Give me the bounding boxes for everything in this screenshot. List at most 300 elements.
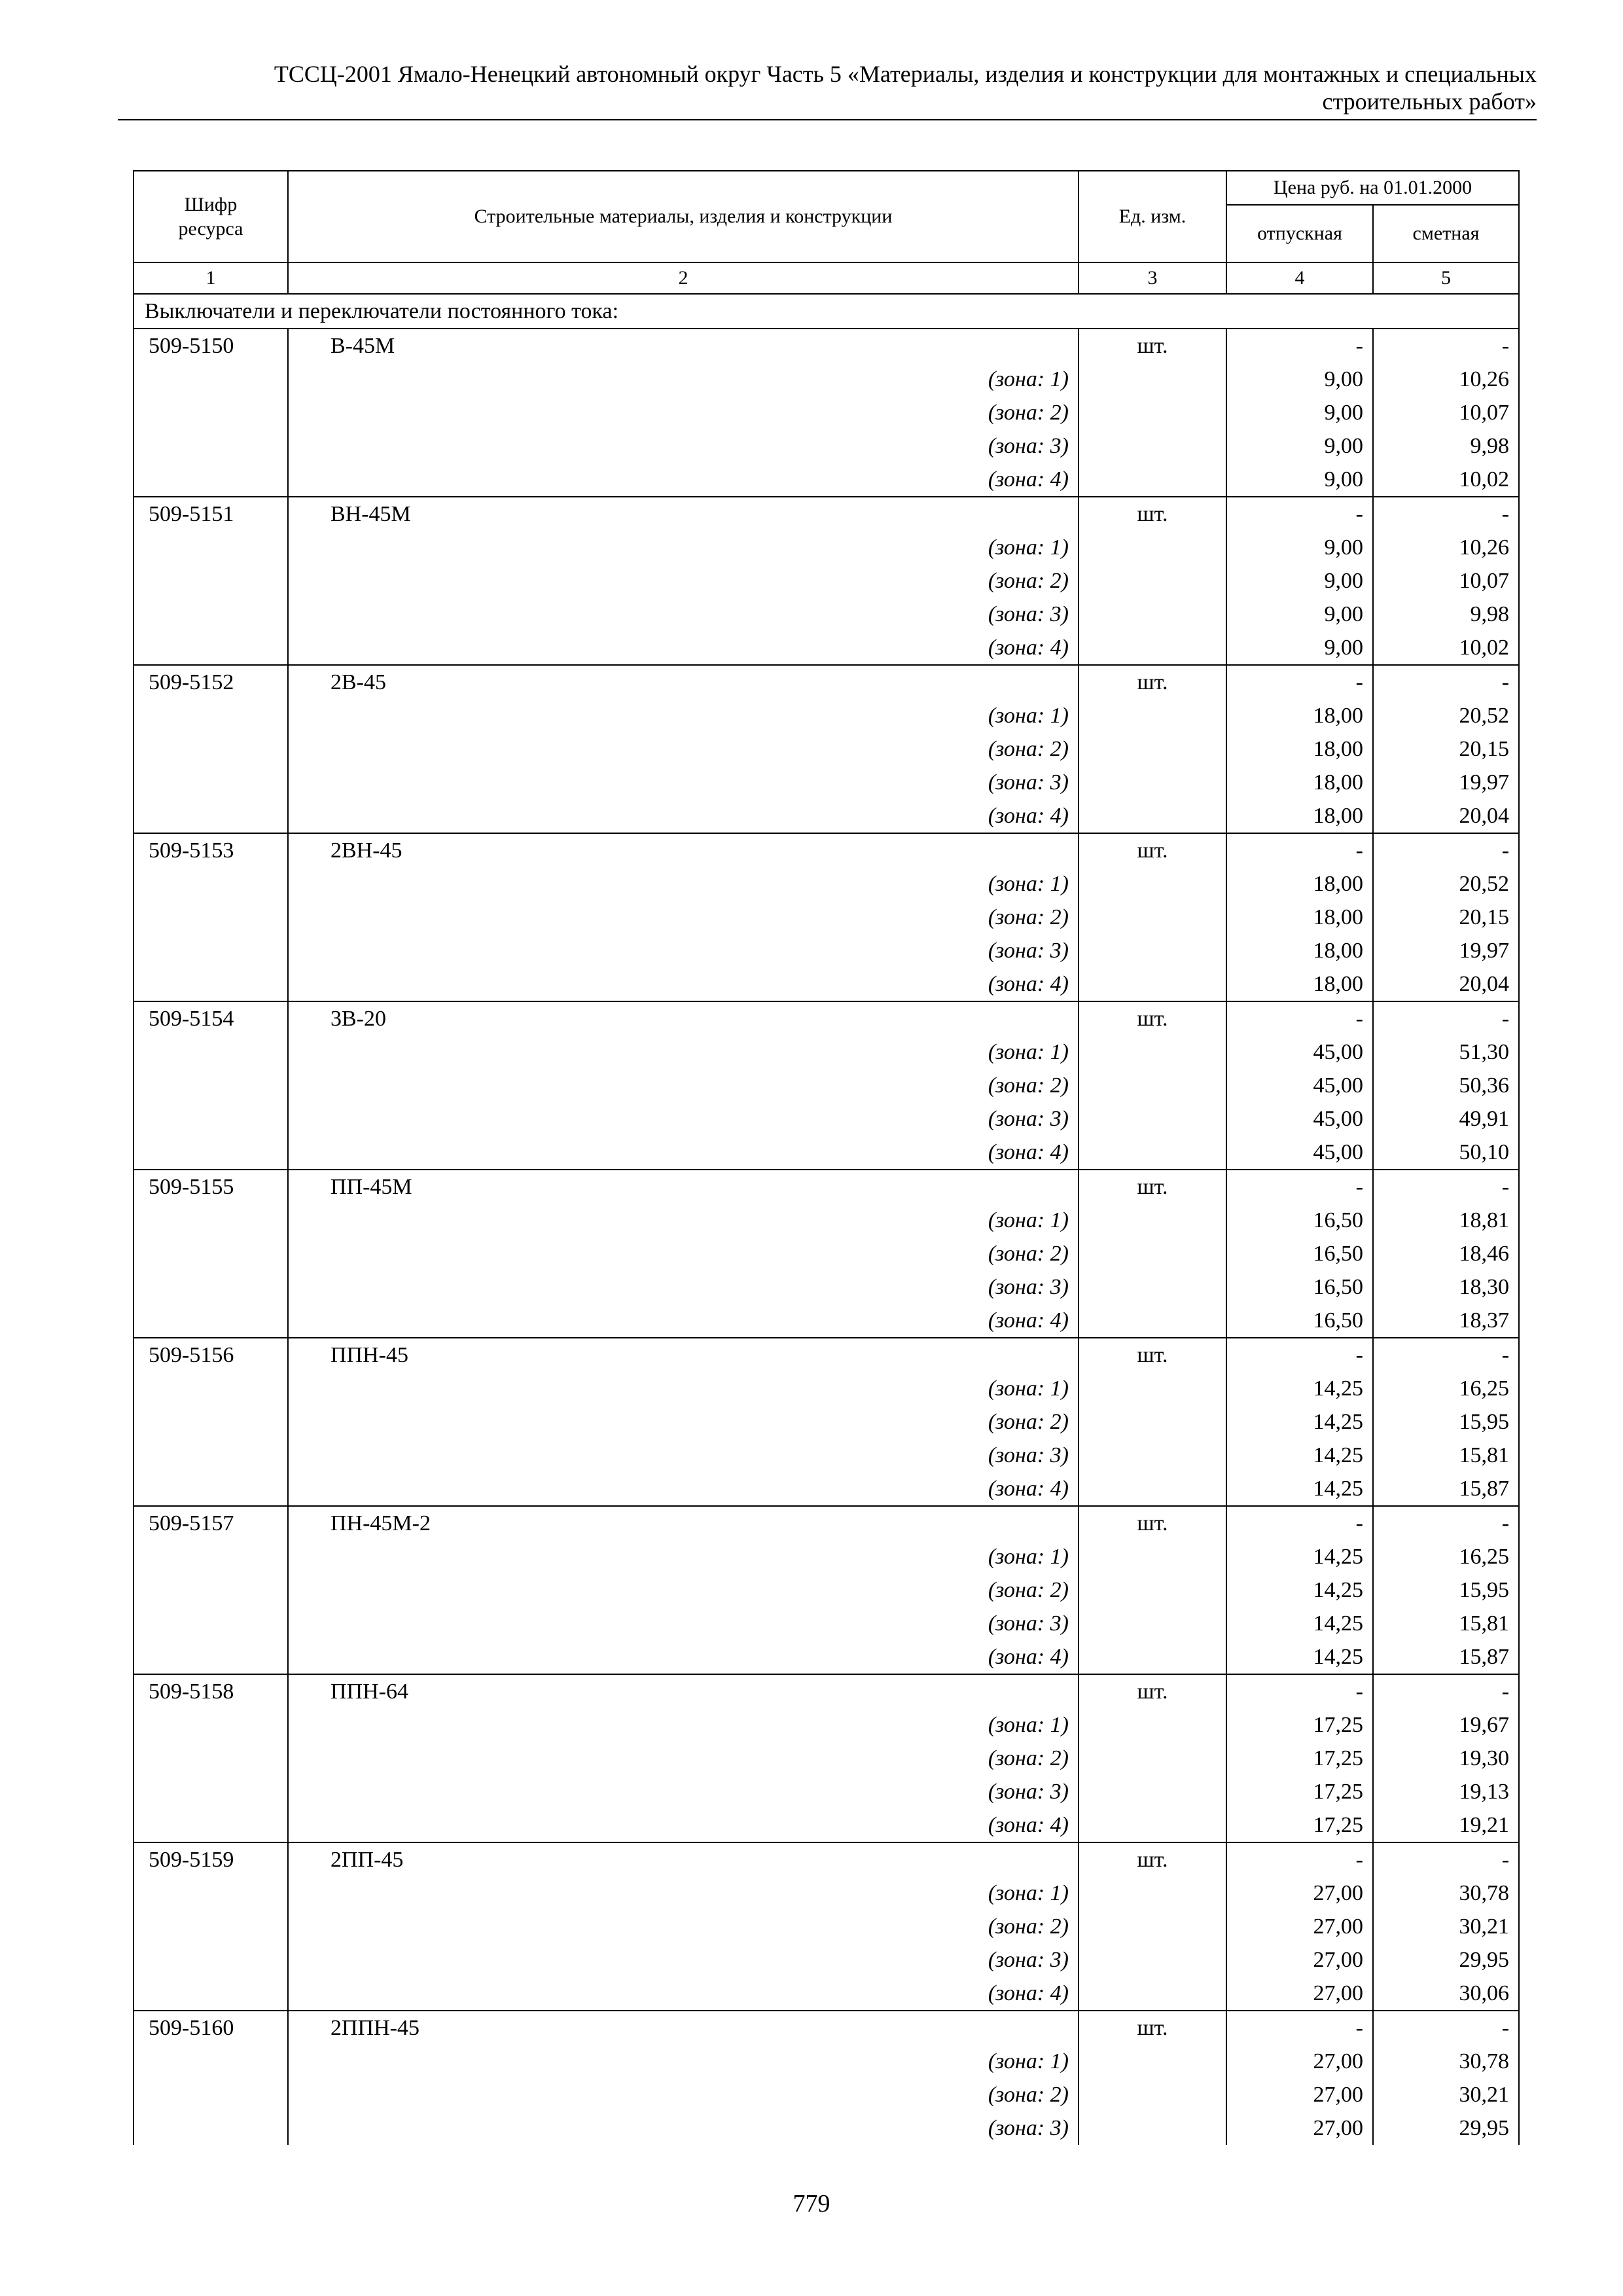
zone-row bbox=[134, 1708, 1519, 1742]
zone-release-price: 9,00 bbox=[1226, 631, 1373, 665]
resource-code: 509-5156 bbox=[134, 1338, 288, 1372]
empty-code-cell bbox=[134, 2045, 288, 2078]
zone-estimate-price: 19,13 bbox=[1373, 1775, 1519, 1808]
zone-row bbox=[134, 934, 1519, 967]
zone-release-price: 9,00 bbox=[1226, 531, 1373, 564]
material-name: ВН-45М bbox=[288, 497, 1079, 531]
zone-row bbox=[134, 1035, 1519, 1069]
zone-row bbox=[134, 1876, 1519, 1910]
zone-row bbox=[134, 1237, 1519, 1270]
zone-estimate-price: 49,91 bbox=[1373, 1102, 1519, 1136]
zone-estimate-price: 19,21 bbox=[1373, 1808, 1519, 1842]
release-price: - bbox=[1226, 1674, 1373, 1708]
unit-cell: шт. bbox=[1079, 1842, 1226, 1876]
zone-release-price: 16,50 bbox=[1226, 1204, 1373, 1237]
zone-estimate-price: 29,95 bbox=[1373, 2111, 1519, 2145]
empty-unit-cell bbox=[1079, 901, 1226, 934]
empty-unit-cell bbox=[1079, 967, 1226, 1001]
empty-unit-cell bbox=[1079, 396, 1226, 429]
table-row bbox=[134, 2011, 1519, 2045]
table-row bbox=[134, 497, 1519, 531]
zone-estimate-price: 16,25 bbox=[1373, 1540, 1519, 1573]
resource-code: 509-5150 bbox=[134, 329, 288, 363]
col-number: 1 bbox=[134, 262, 288, 294]
zone-row bbox=[134, 396, 1519, 429]
zone-release-price: 9,00 bbox=[1226, 463, 1373, 497]
zone-release-price: 27,00 bbox=[1226, 1943, 1373, 1977]
zone-release-price: 27,00 bbox=[1226, 1977, 1373, 2011]
zone-estimate-price: 15,87 bbox=[1373, 1472, 1519, 1506]
section-title: Выключатели и переключатели постоянного тока: bbox=[134, 294, 1519, 329]
empty-code-cell bbox=[134, 1742, 288, 1775]
zone-label: (зона: 4) bbox=[288, 1472, 1079, 1506]
zone-row bbox=[134, 1640, 1519, 1674]
table-row bbox=[134, 1338, 1519, 1372]
empty-code-cell bbox=[134, 732, 288, 766]
zone-estimate-price: 18,81 bbox=[1373, 1204, 1519, 1237]
zone-estimate-price: 10,26 bbox=[1373, 363, 1519, 396]
zone-label: (зона: 2) bbox=[288, 2078, 1079, 2111]
zone-release-price: 17,25 bbox=[1226, 1808, 1373, 1842]
empty-unit-cell bbox=[1079, 1035, 1226, 1069]
estimate-price: - bbox=[1373, 1506, 1519, 1540]
zone-label: (зона: 1) bbox=[288, 2045, 1079, 2078]
zone-label: (зона: 3) bbox=[288, 1775, 1079, 1808]
empty-unit-cell bbox=[1079, 1304, 1226, 1338]
zone-label: (зона: 1) bbox=[288, 531, 1079, 564]
empty-code-cell bbox=[134, 1876, 288, 1910]
unit-cell: шт. bbox=[1079, 1001, 1226, 1035]
estimate-price: - bbox=[1373, 1338, 1519, 1372]
zone-release-price: 27,00 bbox=[1226, 2045, 1373, 2078]
release-price: - bbox=[1226, 665, 1373, 699]
zone-release-price: 17,25 bbox=[1226, 1775, 1373, 1808]
zone-label: (зона: 3) bbox=[288, 429, 1079, 463]
empty-code-cell bbox=[134, 1943, 288, 1977]
zone-label: (зона: 4) bbox=[288, 1304, 1079, 1338]
zone-estimate-price: 50,10 bbox=[1373, 1136, 1519, 1170]
col-header-price: Цена руб. на 01.01.2000 bbox=[1226, 171, 1519, 205]
unit-cell: шт. bbox=[1079, 497, 1226, 531]
zone-estimate-price: 15,95 bbox=[1373, 1573, 1519, 1607]
zone-release-price: 14,25 bbox=[1226, 1372, 1373, 1405]
empty-code-cell bbox=[134, 598, 288, 631]
table-row bbox=[134, 1674, 1519, 1708]
zone-row bbox=[134, 799, 1519, 833]
zone-row bbox=[134, 564, 1519, 598]
empty-unit-cell bbox=[1079, 1708, 1226, 1742]
empty-unit-cell bbox=[1079, 1573, 1226, 1607]
zone-release-price: 45,00 bbox=[1226, 1136, 1373, 1170]
col-number: 4 bbox=[1226, 262, 1373, 294]
empty-code-cell bbox=[134, 1136, 288, 1170]
estimate-price: - bbox=[1373, 665, 1519, 699]
zone-estimate-price: 19,97 bbox=[1373, 934, 1519, 967]
table-row bbox=[134, 833, 1519, 867]
material-name: В-45М bbox=[288, 329, 1079, 363]
zone-estimate-price: 10,07 bbox=[1373, 396, 1519, 429]
zone-label: (зона: 1) bbox=[288, 699, 1079, 732]
empty-code-cell bbox=[134, 1640, 288, 1674]
zone-label: (зона: 1) bbox=[288, 363, 1079, 396]
zone-row bbox=[134, 1943, 1519, 1977]
zone-label: (зона: 1) bbox=[288, 1035, 1079, 1069]
col-header-unit: Ед. изм. bbox=[1079, 171, 1226, 262]
empty-unit-cell bbox=[1079, 564, 1226, 598]
zone-estimate-price: 20,52 bbox=[1373, 867, 1519, 901]
unit-cell: шт. bbox=[1079, 1170, 1226, 1204]
zone-label: (зона: 3) bbox=[288, 934, 1079, 967]
zone-release-price: 14,25 bbox=[1226, 1573, 1373, 1607]
zone-row bbox=[134, 732, 1519, 766]
empty-unit-cell bbox=[1079, 363, 1226, 396]
zone-row bbox=[134, 429, 1519, 463]
empty-code-cell bbox=[134, 1035, 288, 1069]
material-name: 3В-20 bbox=[288, 1001, 1079, 1035]
material-name: ПП-45М bbox=[288, 1170, 1079, 1204]
zone-row bbox=[134, 1136, 1519, 1170]
zone-label: (зона: 1) bbox=[288, 1540, 1079, 1573]
zone-estimate-price: 18,46 bbox=[1373, 1237, 1519, 1270]
empty-unit-cell bbox=[1079, 2111, 1226, 2145]
zone-estimate-price: 20,04 bbox=[1373, 967, 1519, 1001]
zone-label: (зона: 3) bbox=[288, 1102, 1079, 1136]
empty-code-cell bbox=[134, 934, 288, 967]
zone-row bbox=[134, 1742, 1519, 1775]
zone-row bbox=[134, 1405, 1519, 1439]
empty-unit-cell bbox=[1079, 1742, 1226, 1775]
empty-code-cell bbox=[134, 699, 288, 732]
resource-code: 509-5152 bbox=[134, 665, 288, 699]
empty-code-cell bbox=[134, 766, 288, 799]
empty-unit-cell bbox=[1079, 1405, 1226, 1439]
estimate-price: - bbox=[1373, 1842, 1519, 1876]
empty-code-cell bbox=[134, 1270, 288, 1304]
zone-estimate-price: 18,37 bbox=[1373, 1304, 1519, 1338]
zone-release-price: 27,00 bbox=[1226, 2111, 1373, 2145]
zone-row bbox=[134, 1472, 1519, 1506]
zone-estimate-price: 51,30 bbox=[1373, 1035, 1519, 1069]
empty-unit-cell bbox=[1079, 463, 1226, 497]
material-name: ППН-45 bbox=[288, 1338, 1079, 1372]
zone-estimate-price: 30,21 bbox=[1373, 2078, 1519, 2111]
page-number: 779 bbox=[793, 2190, 830, 2217]
zone-estimate-price: 9,98 bbox=[1373, 598, 1519, 631]
resource-code: 509-5159 bbox=[134, 1842, 288, 1876]
unit-cell: шт. bbox=[1079, 1674, 1226, 1708]
zone-estimate-price: 19,97 bbox=[1373, 766, 1519, 799]
estimate-price: - bbox=[1373, 2011, 1519, 2045]
zone-estimate-price: 50,36 bbox=[1373, 1069, 1519, 1102]
zone-label: (зона: 2) bbox=[288, 564, 1079, 598]
empty-code-cell bbox=[134, 1607, 288, 1640]
zone-estimate-price: 15,81 bbox=[1373, 1439, 1519, 1472]
zone-estimate-price: 10,02 bbox=[1373, 631, 1519, 665]
zone-label: (зона: 3) bbox=[288, 1943, 1079, 1977]
header-line-2: строительных работ» bbox=[1322, 88, 1537, 115]
empty-unit-cell bbox=[1079, 2045, 1226, 2078]
estimate-price: - bbox=[1373, 1674, 1519, 1708]
zone-release-price: 14,25 bbox=[1226, 1439, 1373, 1472]
zone-row bbox=[134, 867, 1519, 901]
zone-label: (зона: 4) bbox=[288, 967, 1079, 1001]
material-name: 2ПП-45 bbox=[288, 1842, 1079, 1876]
zone-label: (зона: 3) bbox=[288, 1607, 1079, 1640]
zone-release-price: 45,00 bbox=[1226, 1102, 1373, 1136]
header-rule bbox=[118, 119, 1537, 120]
resource-code: 509-5158 bbox=[134, 1674, 288, 1708]
column-number-row bbox=[134, 262, 1519, 294]
resource-code: 509-5157 bbox=[134, 1506, 288, 1540]
zone-release-price: 27,00 bbox=[1226, 2078, 1373, 2111]
zone-estimate-price: 10,07 bbox=[1373, 564, 1519, 598]
zone-row bbox=[134, 1977, 1519, 2011]
zone-release-price: 18,00 bbox=[1226, 799, 1373, 833]
zone-label: (зона: 3) bbox=[288, 2111, 1079, 2145]
release-price: - bbox=[1226, 833, 1373, 867]
empty-code-cell bbox=[134, 396, 288, 429]
zone-estimate-price: 15,95 bbox=[1373, 1405, 1519, 1439]
zone-release-price: 18,00 bbox=[1226, 867, 1373, 901]
empty-code-cell bbox=[134, 1237, 288, 1270]
material-name: 2ВН-45 bbox=[288, 833, 1079, 867]
empty-unit-cell bbox=[1079, 1540, 1226, 1573]
empty-code-cell bbox=[134, 1977, 288, 2011]
zone-row bbox=[134, 1304, 1519, 1338]
unit-cell: шт. bbox=[1079, 1506, 1226, 1540]
zone-row bbox=[134, 1607, 1519, 1640]
empty-code-cell bbox=[134, 1775, 288, 1808]
zone-row bbox=[134, 1270, 1519, 1304]
release-price: - bbox=[1226, 1338, 1373, 1372]
zone-estimate-price: 19,67 bbox=[1373, 1708, 1519, 1742]
empty-unit-cell bbox=[1079, 1439, 1226, 1472]
empty-unit-cell bbox=[1079, 1204, 1226, 1237]
empty-code-cell bbox=[134, 799, 288, 833]
estimate-price: - bbox=[1373, 497, 1519, 531]
zone-release-price: 18,00 bbox=[1226, 732, 1373, 766]
zone-estimate-price: 30,78 bbox=[1373, 2045, 1519, 2078]
zone-release-price: 9,00 bbox=[1226, 564, 1373, 598]
zone-estimate-price: 10,02 bbox=[1373, 463, 1519, 497]
zone-estimate-price: 29,95 bbox=[1373, 1943, 1519, 1977]
zone-label: (зона: 3) bbox=[288, 1270, 1079, 1304]
empty-code-cell bbox=[134, 531, 288, 564]
empty-code-cell bbox=[134, 901, 288, 934]
empty-unit-cell bbox=[1079, 934, 1226, 967]
zone-release-price: 16,50 bbox=[1226, 1270, 1373, 1304]
empty-unit-cell bbox=[1079, 1372, 1226, 1405]
empty-unit-cell bbox=[1079, 1607, 1226, 1640]
zone-row bbox=[134, 631, 1519, 665]
zone-estimate-price: 18,30 bbox=[1373, 1270, 1519, 1304]
empty-unit-cell bbox=[1079, 1977, 1226, 2011]
resource-code: 509-5153 bbox=[134, 833, 288, 867]
zone-row bbox=[134, 531, 1519, 564]
zone-row bbox=[134, 1573, 1519, 1607]
empty-code-cell bbox=[134, 1540, 288, 1573]
estimate-price: - bbox=[1373, 329, 1519, 363]
col-header-name: Строительные материалы, изделия и конструкции bbox=[288, 171, 1079, 262]
zone-release-price: 18,00 bbox=[1226, 967, 1373, 1001]
empty-code-cell bbox=[134, 631, 288, 665]
table-row bbox=[134, 1170, 1519, 1204]
zone-row bbox=[134, 2078, 1519, 2111]
empty-unit-cell bbox=[1079, 598, 1226, 631]
table-row bbox=[134, 665, 1519, 699]
zone-release-price: 14,25 bbox=[1226, 1640, 1373, 1674]
resource-code: 509-5154 bbox=[134, 1001, 288, 1035]
estimate-price: - bbox=[1373, 833, 1519, 867]
empty-unit-cell bbox=[1079, 531, 1226, 564]
zone-estimate-price: 19,30 bbox=[1373, 1742, 1519, 1775]
zone-row bbox=[134, 967, 1519, 1001]
empty-unit-cell bbox=[1079, 799, 1226, 833]
zone-label: (зона: 1) bbox=[288, 1204, 1079, 1237]
zone-release-price: 14,25 bbox=[1226, 1607, 1373, 1640]
empty-code-cell bbox=[134, 429, 288, 463]
zone-row bbox=[134, 1204, 1519, 1237]
zone-label: (зона: 1) bbox=[288, 867, 1079, 901]
zone-label: (зона: 3) bbox=[288, 766, 1079, 799]
unit-cell: шт. bbox=[1079, 329, 1226, 363]
zone-release-price: 9,00 bbox=[1226, 598, 1373, 631]
zone-row bbox=[134, 1910, 1519, 1943]
empty-code-cell bbox=[134, 1439, 288, 1472]
zone-release-price: 16,50 bbox=[1226, 1237, 1373, 1270]
table-row bbox=[134, 329, 1519, 363]
table-body bbox=[134, 294, 1519, 2145]
zone-estimate-price: 20,15 bbox=[1373, 732, 1519, 766]
empty-code-cell bbox=[134, 1910, 288, 1943]
zone-release-price: 18,00 bbox=[1226, 766, 1373, 799]
empty-unit-cell bbox=[1079, 1876, 1226, 1910]
release-price: - bbox=[1226, 1506, 1373, 1540]
empty-unit-cell bbox=[1079, 1943, 1226, 1977]
zone-label: (зона: 2) bbox=[288, 1237, 1079, 1270]
empty-code-cell bbox=[134, 1708, 288, 1742]
empty-code-cell bbox=[134, 2078, 288, 2111]
empty-code-cell bbox=[134, 564, 288, 598]
zone-row bbox=[134, 1372, 1519, 1405]
empty-code-cell bbox=[134, 1069, 288, 1102]
col-header-code: Шифр ресурса bbox=[134, 171, 288, 262]
empty-code-cell bbox=[134, 1405, 288, 1439]
zone-row bbox=[134, 598, 1519, 631]
zone-row bbox=[134, 363, 1519, 396]
empty-code-cell bbox=[134, 1573, 288, 1607]
zone-row bbox=[134, 1102, 1519, 1136]
zone-row bbox=[134, 1439, 1519, 1472]
material-name: ППН-64 bbox=[288, 1674, 1079, 1708]
col-number: 3 bbox=[1079, 262, 1226, 294]
zone-row bbox=[134, 1540, 1519, 1573]
zone-label: (зона: 4) bbox=[288, 631, 1079, 665]
unit-cell: шт. bbox=[1079, 2011, 1226, 2045]
empty-unit-cell bbox=[1079, 2078, 1226, 2111]
page-header bbox=[118, 60, 1537, 116]
zone-release-price: 17,25 bbox=[1226, 1742, 1373, 1775]
release-price: - bbox=[1226, 1170, 1373, 1204]
empty-unit-cell bbox=[1079, 1102, 1226, 1136]
zone-row bbox=[134, 1808, 1519, 1842]
zone-label: (зона: 2) bbox=[288, 732, 1079, 766]
zone-label: (зона: 3) bbox=[288, 1439, 1079, 1472]
zone-estimate-price: 20,04 bbox=[1373, 799, 1519, 833]
zone-estimate-price: 30,06 bbox=[1373, 1977, 1519, 2011]
zone-release-price: 14,25 bbox=[1226, 1405, 1373, 1439]
resource-code: 509-5160 bbox=[134, 2011, 288, 2045]
col-number: 5 bbox=[1373, 262, 1519, 294]
zone-label: (зона: 2) bbox=[288, 1910, 1079, 1943]
zone-estimate-price: 16,25 bbox=[1373, 1372, 1519, 1405]
empty-code-cell bbox=[134, 1808, 288, 1842]
zone-label: (зона: 4) bbox=[288, 1640, 1079, 1674]
zone-estimate-price: 15,87 bbox=[1373, 1640, 1519, 1674]
material-name: ПН-45М-2 bbox=[288, 1506, 1079, 1540]
zone-row bbox=[134, 1069, 1519, 1102]
empty-unit-cell bbox=[1079, 429, 1226, 463]
release-price: - bbox=[1226, 329, 1373, 363]
zone-row bbox=[134, 699, 1519, 732]
zone-estimate-price: 30,78 bbox=[1373, 1876, 1519, 1910]
zone-label: (зона: 2) bbox=[288, 396, 1079, 429]
zone-label: (зона: 4) bbox=[288, 1808, 1079, 1842]
zone-label: (зона: 2) bbox=[288, 1405, 1079, 1439]
zone-row bbox=[134, 2111, 1519, 2145]
col-number: 2 bbox=[288, 262, 1079, 294]
zone-label: (зона: 2) bbox=[288, 901, 1079, 934]
table-row bbox=[134, 1842, 1519, 1876]
zone-estimate-price: 9,98 bbox=[1373, 429, 1519, 463]
empty-code-cell bbox=[134, 363, 288, 396]
empty-unit-cell bbox=[1079, 1472, 1226, 1506]
table-row bbox=[134, 1001, 1519, 1035]
empty-code-cell bbox=[134, 867, 288, 901]
empty-code-cell bbox=[134, 967, 288, 1001]
empty-code-cell bbox=[134, 1472, 288, 1506]
empty-unit-cell bbox=[1079, 867, 1226, 901]
zone-estimate-price: 10,26 bbox=[1373, 531, 1519, 564]
empty-unit-cell bbox=[1079, 699, 1226, 732]
zone-release-price: 9,00 bbox=[1226, 363, 1373, 396]
header-line-1: ТССЦ-2001 Ямало-Ненецкий автономный округ Часть 5 «Материалы, изделия и конструкции для монтажных и специальных bbox=[274, 61, 1537, 87]
empty-code-cell bbox=[134, 1372, 288, 1405]
col-header-estimate: сметная bbox=[1373, 205, 1519, 262]
estimate-price: - bbox=[1373, 1001, 1519, 1035]
empty-unit-cell bbox=[1079, 732, 1226, 766]
empty-code-cell bbox=[134, 463, 288, 497]
zone-row bbox=[134, 766, 1519, 799]
material-name: 2ППН-45 bbox=[288, 2011, 1079, 2045]
zone-estimate-price: 20,15 bbox=[1373, 901, 1519, 934]
zone-estimate-price: 15,81 bbox=[1373, 1607, 1519, 1640]
empty-unit-cell bbox=[1079, 1775, 1226, 1808]
zone-label: (зона: 4) bbox=[288, 1136, 1079, 1170]
empty-code-cell bbox=[134, 2111, 288, 2145]
zone-release-price: 18,00 bbox=[1226, 699, 1373, 732]
empty-unit-cell bbox=[1079, 1237, 1226, 1270]
price-table bbox=[133, 170, 1520, 2145]
zone-release-price: 9,00 bbox=[1226, 396, 1373, 429]
material-name: 2В-45 bbox=[288, 665, 1079, 699]
unit-cell: шт. bbox=[1079, 1338, 1226, 1372]
resource-code: 509-5151 bbox=[134, 497, 288, 531]
release-price: - bbox=[1226, 1001, 1373, 1035]
zone-label: (зона: 4) bbox=[288, 799, 1079, 833]
zone-label: (зона: 1) bbox=[288, 1876, 1079, 1910]
zone-label: (зона: 2) bbox=[288, 1573, 1079, 1607]
